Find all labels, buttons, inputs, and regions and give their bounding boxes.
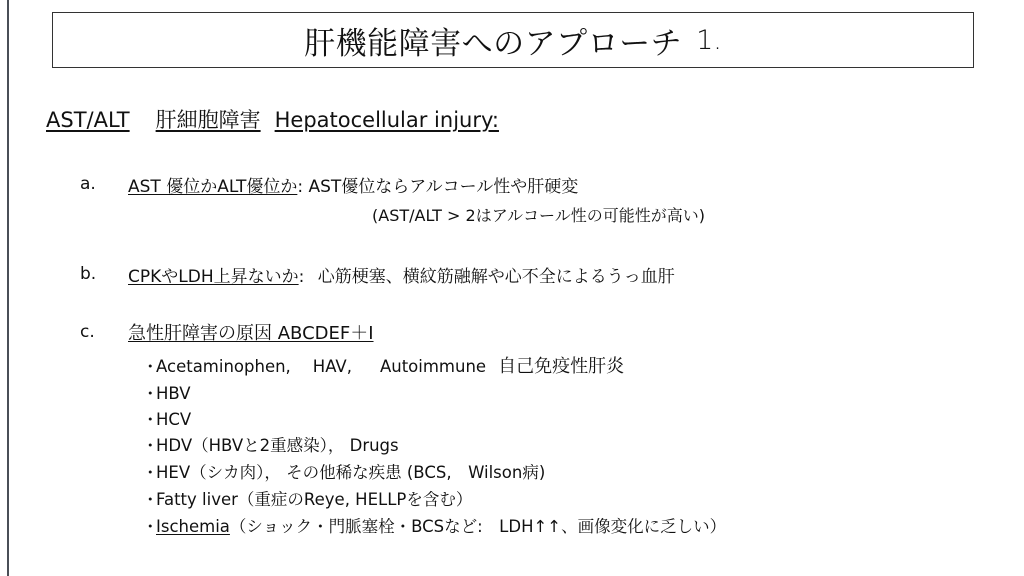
- cause-hdv: HDV（HBVと2重感染）， Drugs: [156, 436, 399, 455]
- cause-hcv: HCV: [156, 410, 192, 429]
- bullet-dot: ・: [142, 410, 159, 429]
- cause-ischemia-detail: （ショック・門脈塞栓・BCSなど: LDH↑↑、画像変化に乏しい）: [229, 517, 727, 536]
- cause-autoimmune-jp: 自己免疫性肝炎: [498, 356, 625, 377]
- bullet-dot: ・: [142, 490, 159, 509]
- heading-jp: 肝細胞障害: [155, 108, 261, 132]
- item-c-label: 急性肝障害の原因 ABCDEF＋I: [128, 323, 374, 344]
- slide-title: 肝機能障害へのアプローチ: [304, 25, 683, 62]
- slide-number: 1.: [696, 24, 722, 56]
- section-heading: [46, 104, 499, 134]
- item-b-text: 心筋梗塞、横紋筋融解や心不全によるうっ血肝: [317, 267, 675, 287]
- bullet-dot: ・: [142, 463, 159, 482]
- cause-bullet-1: [142, 352, 624, 378]
- heading-ast-alt: AST/ALT: [46, 108, 130, 132]
- cause-hev: HEV（シカ肉）， その他稀な疾患 (BCS, Wilson病): [156, 463, 546, 482]
- item-a-line: [128, 172, 578, 197]
- heading-en: Hepatocellular injury:: [274, 108, 499, 132]
- left-border-rule: [7, 0, 9, 576]
- cause-acetaminophen: Acetaminophen,: [156, 357, 291, 376]
- cause-bullet-4: [142, 432, 399, 456]
- cause-hbv: HBV: [156, 384, 191, 403]
- item-a-colon: :: [297, 177, 304, 197]
- item-a-label: AST 優位かALT優位か: [128, 177, 298, 197]
- cause-ischemia: Ischemia: [156, 517, 230, 536]
- item-b-line: [128, 262, 675, 287]
- cause-autoimmune: Autoimmune: [379, 357, 487, 376]
- cause-fatty-liver: Fatty liver（重症のReye, HELLPを含む）: [156, 490, 473, 509]
- item-a-marker: a.: [80, 174, 96, 194]
- cause-bullet-7: [142, 513, 726, 537]
- item-c-line: [128, 319, 374, 345]
- item-c-marker: c.: [80, 322, 95, 342]
- item-a-text: AST優位ならアルコール性や肝硬変: [308, 177, 579, 197]
- cause-bullet-2: [142, 380, 191, 404]
- slide-title-box: [52, 12, 974, 68]
- item-a-note: (AST/ALT > 2はアルコール性の可能性が高い): [372, 206, 705, 225]
- cause-hav: HAV,: [312, 357, 352, 376]
- cause-bullet-6: [142, 486, 472, 510]
- cause-bullet-5: [142, 459, 545, 483]
- bullet-dot: ・: [142, 357, 159, 376]
- item-b-marker: b.: [80, 264, 97, 284]
- item-b-colon: :: [298, 267, 305, 287]
- bullet-dot: ・: [142, 436, 159, 455]
- bullet-dot: ・: [142, 517, 159, 536]
- cause-bullet-3: [142, 406, 191, 430]
- item-b-label: CPKやLDH上昇ないか: [128, 267, 299, 287]
- bullet-dot: ・: [142, 384, 159, 403]
